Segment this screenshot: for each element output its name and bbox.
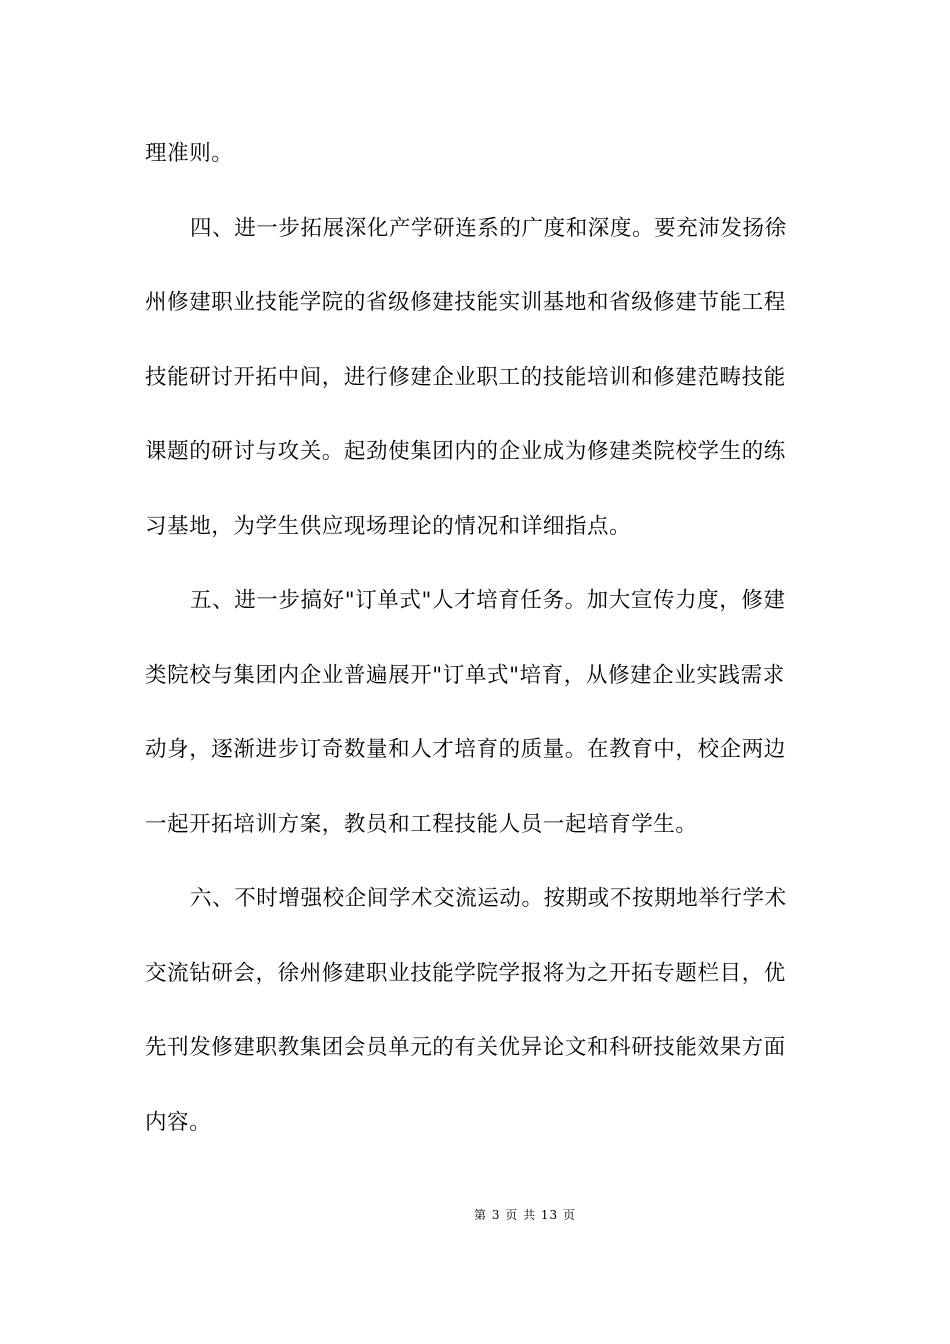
paragraph-four-start: 四、进一步拓展深化产学研连系的广度和深度。要充沛发扬徐 bbox=[190, 215, 787, 241]
text-line: 州修建职业技能学院的省级修建技能实训基地和省级修建节能工程 bbox=[145, 290, 786, 315]
text-line: 技能研讨开拓中间，进行修建企业职工的技能培训和修建范畴技能 bbox=[145, 364, 786, 390]
text-line: 习基地，为学生供应现场理论的情况和详细指点。 bbox=[145, 513, 632, 539]
document-body bbox=[145, 132, 810, 1175]
text-line: 课题的研讨与攻关。起劲使集团内的企业成为修建类院校学生的练 bbox=[145, 439, 786, 464]
paragraph-five-start: 五、进一步搞好"订单式"人才培育任务。加大宣传力度，修建 bbox=[190, 588, 786, 613]
text-line: 理准则。 bbox=[145, 141, 234, 166]
paragraph-six-start: 六、不时增强校企间学术交流运动。按期或不按期地举行学术 bbox=[190, 886, 787, 911]
text-line: 一起开拓培训方案，教员和工程技能人员一起培育学生。 bbox=[145, 811, 698, 837]
text-line: 内容。 bbox=[145, 1109, 212, 1135]
text-line: 类院校与集团内企业普遍展开"订单式"培育，从修建企业实践需求 bbox=[145, 662, 785, 688]
text-line: 交流钻研会，徐州修建职业技能学院学报将为之开拓专题栏目，优 bbox=[145, 960, 786, 986]
text-line: 先刊发修建职教集团会员单元的有关优异论文和科研技能效果方面 bbox=[145, 1035, 786, 1060]
text-line: 动身，逐渐进步订奇数量和人才培育的质量。在教育中，校企两边 bbox=[145, 737, 786, 762]
page-number-footer: 第 3 页 共 13 页 bbox=[474, 1208, 576, 1222]
